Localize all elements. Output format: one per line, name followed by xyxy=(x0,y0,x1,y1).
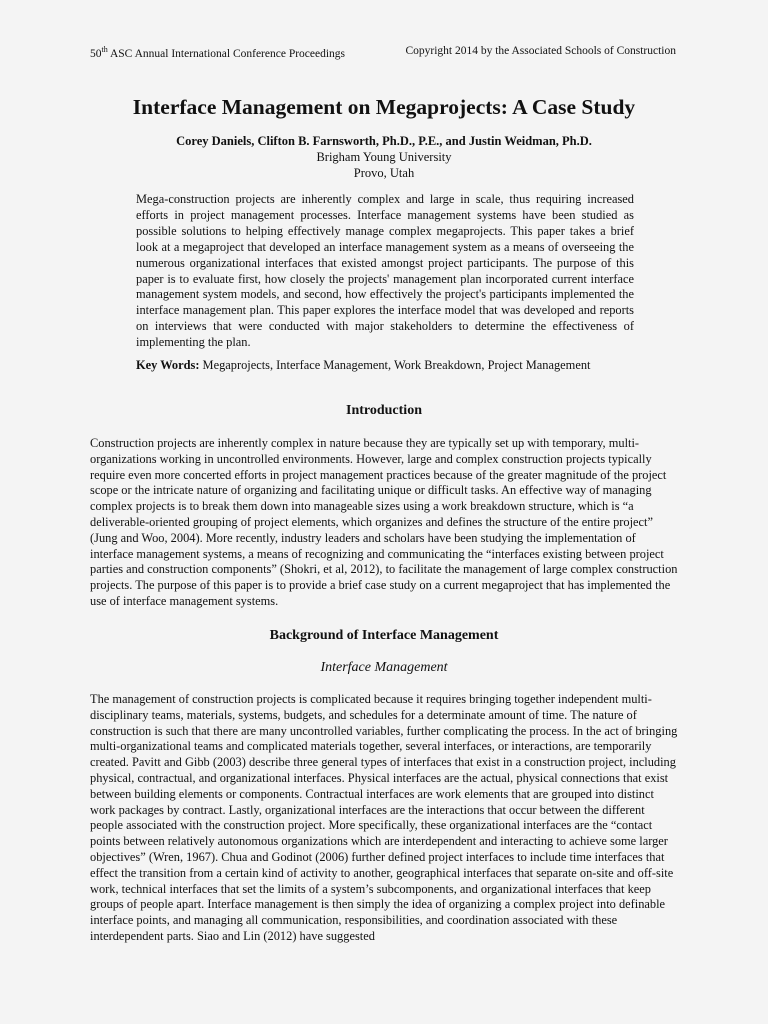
running-header-conference xyxy=(90,45,345,60)
author-list: Corey Daniels, Clifton B. Farnsworth, Ph.D., P.E., and Justin Weidman, Ph.D. xyxy=(176,134,592,148)
introduction-paragraph: Construction projects are inherently complex in nature because they are typically set up with temporary, multi-organizations working in uncontrolled environments. However, large and complex construction projects typically require even more concerted efforts in project management practices because of the greater magnitude of the project scope or the intricate nature of organizing and facilitating unique or difficult tasks. An effective way of managing complex projects is to break them down into manageable sizes using a work breakdown structure, which is “a deliverable-oriented grouping of project elements, which organizes and defines the structure of the entire project” (Jung and Woo, 2004). More recently, industry leaders and scholars have been studying the implementation of interface management systems, a means of recognizing and communicating the “interfaces existing between project parties and construction components” (Shokri, et al, 2012), to facilitate the management of large complex construction projects. The purpose of this paper is to provide a brief case study on a current megaproject that has implemented the use of interface management systems. xyxy=(90,436,678,608)
keywords-label: Key Words: xyxy=(136,358,200,372)
paper-title: Interface Management on Megaprojects: A Case Study xyxy=(132,95,636,119)
header-conference-name: ASC Annual International Conference Proceedings xyxy=(107,47,346,60)
section-heading-introduction: Introduction xyxy=(346,403,422,418)
keywords-text: Megaprojects, Interface Management, Work Breakdown, Project Management xyxy=(199,358,591,372)
header-number: 50 xyxy=(90,47,102,60)
affiliation-university: Brigham Young University xyxy=(316,150,452,164)
subsection-heading-interface-management: Interface Management xyxy=(320,660,448,675)
abstract: Mega-construction projects are inherently complex and large in scale, thus requiring increased efforts in project management processes. Interface management systems have been studied as possible solutions to helping effectively manage complex megaprojects. This paper takes a brief look at a megaproject that developed an interface management system as a means of overseeing the numerous organizational interfaces that existed amongst project participants. The purpose of this paper is to evaluate first, how closely the projects' management plan incorporated current interface management system models, and second, how effectively the project's participants implemented the interface management plan. This paper explores the interface model that was developed and reports on interviews that were conducted with major stakeholders to determine the effectiveness of implementing the plan. xyxy=(136,192,634,350)
section-heading-background: Background of Interface Management xyxy=(269,628,499,643)
keywords xyxy=(136,358,656,373)
affiliation-location: Provo, Utah xyxy=(353,166,415,180)
background-paragraph: The management of construction projects is complicated because it requires bringing together independent multi-disciplinary teams, materials, systems, budgets, and schedules for a determinate amount of time. The nature of construction is such that there are many uncontrolled variables, further complicating the process. In the act of bringing multi-organizational teams and complicated materials together, several interfaces, or interactions, are temporarily created. Pavitt and Gibb (2003) describe three general types of interfaces that exist in a construction project, including physical, contractual, and organizational interfaces. Physical interfaces are the actual, physical connections that exist between building elements or components. Contractual interfaces are work elements that are grouped into distinct work packages by contract. Lastly, organizational interfaces are the interactions that occur between the different people associated with the construction project. More specifically, these organizational interfaces are the “contact points between relatively autonomous organizations which are interdependent and interacting to achieve some larger objectives” (Wren, 1967). Chua and Godinot (2006) further defined project interfaces to include time interfaces that effect the transition from a certain kind of activity to another, geographical interfaces that separate on-site and off-site work, technical interfaces that set the limits of a system’s subcomponents, and organizational interfaces that keep groups of people apart. Interface management is then simply the idea of organizing a complex project into definable interface points, and managing all communication, responsibilities, and coordination associated with these interdependent parts. Siao and Lin (2012) have suggested xyxy=(90,692,678,943)
affiliation xyxy=(0,149,768,181)
running-header-copyright: Copyright 2014 by the Associated Schools of Construction xyxy=(405,45,676,57)
header-ordinal: th xyxy=(101,45,108,54)
